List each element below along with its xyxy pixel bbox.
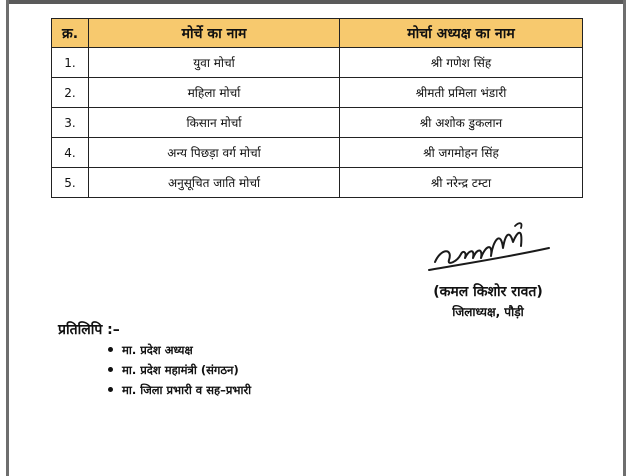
header-president-name: मोर्चा अध्यक्ष का नाम [340,19,583,48]
row-serial: 5. [52,168,89,198]
morcha-table [51,18,583,198]
row-morcha: महिला मोर्चा [89,78,340,108]
cc-heading: प्रतिलिपि :– [58,322,120,338]
row-president: श्री गणेश सिंह [340,48,583,78]
signer-designation: जिलाध्यक्ष, पौड़ी [452,305,524,319]
row-morcha: किसान मोर्चा [89,108,340,138]
list-item: मा. प्रदेश अध्यक्ष [108,340,251,360]
row-serial: 2. [52,78,89,108]
row-morcha: अन्य पिछड़ा वर्ग मोर्चा [89,138,340,168]
cc-list [108,340,251,400]
row-president: श्री जगमोहन सिंह [340,138,583,168]
table-row [52,168,583,198]
table-row [52,48,583,78]
table-row [52,108,583,138]
row-serial: 4. [52,138,89,168]
row-president: श्रीमती प्रमिला भंडारी [340,78,583,108]
row-president: श्री अशोक डुकलान [340,108,583,138]
list-item: मा. जिला प्रभारी व सह–प्रभारी [108,380,251,400]
list-item: मा. प्रदेश महामंत्री (संगठन) [108,360,251,380]
table-row [52,138,583,168]
table-header-row [52,19,583,48]
row-president: श्री नरेन्द्र टम्टा [340,168,583,198]
row-morcha: अनुसूचित जाति मोर्चा [89,168,340,198]
signature-block [408,218,568,320]
signer-name: (कमल किशोर रावत) [433,284,543,300]
header-morcha-name: मोर्चे का नाम [89,19,340,48]
row-serial: 1. [52,48,89,78]
handwritten-signature [423,218,553,276]
table-row [52,78,583,108]
row-morcha: युवा मोर्चा [89,48,340,78]
row-serial: 3. [52,108,89,138]
header-serial: क्र. [52,19,89,48]
